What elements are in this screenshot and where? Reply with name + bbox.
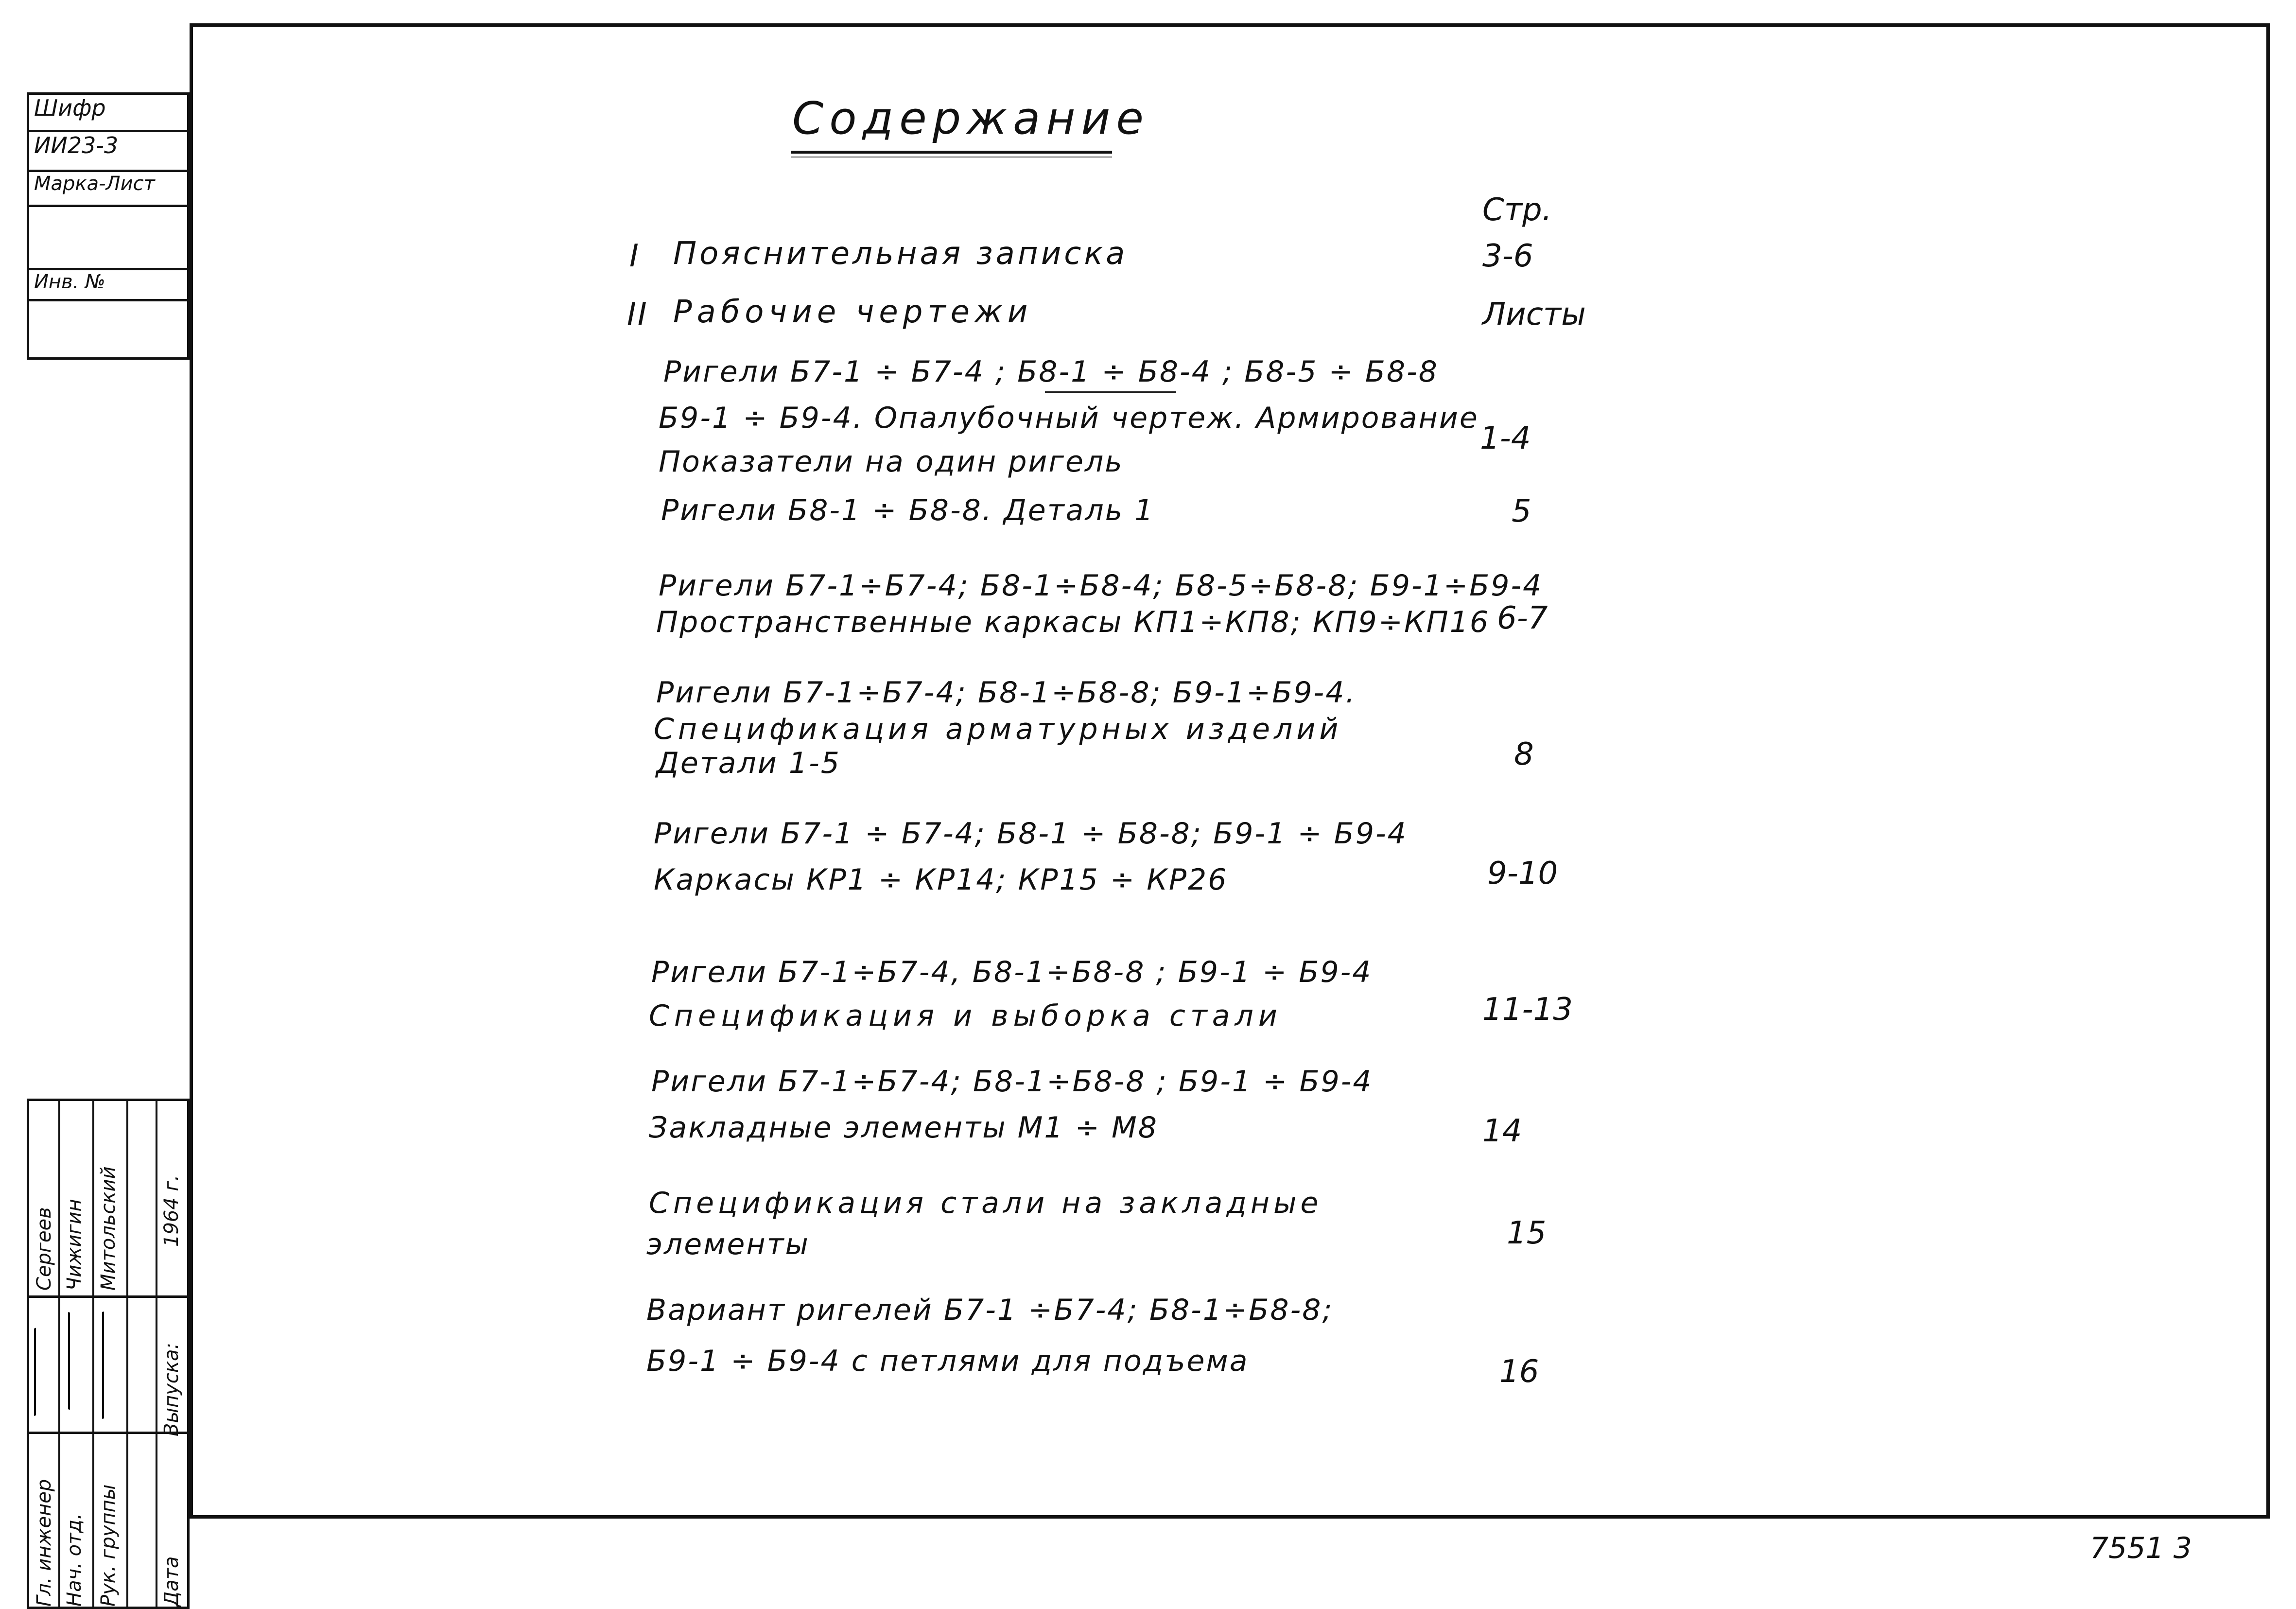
role-chief-engineer: Гл. инженер	[33, 1479, 55, 1607]
entry-line: Б9-1 ÷ Б9-4 с петлями для подъема	[646, 1344, 1249, 1378]
entry-line: Вариант ригелей Б7-1 ÷Б7-4; Б8-1÷Б8-8;	[646, 1293, 1334, 1327]
side-stamp	[27, 92, 192, 1609]
entry-sheets: 16	[1499, 1354, 1539, 1390]
entry-line: Ригели Б7-1 ÷ Б7-4; Б8-1 ÷ Б8-8; Б9-1 ÷ Б9-4	[654, 817, 1408, 851]
section-label: Рабочие чертежи	[673, 294, 1033, 330]
entry-line: Спецификация и выборка стали	[649, 999, 1282, 1033]
row-divider	[29, 1295, 187, 1298]
entry-underline	[1045, 391, 1176, 393]
col-divider	[156, 1101, 157, 1607]
title-underline	[791, 151, 1112, 154]
release-year: 1964 г.	[160, 1174, 183, 1247]
inventory-value	[27, 301, 190, 360]
entry-sheets: 11-13	[1482, 992, 1573, 1028]
role-release: Выпуска:	[160, 1343, 183, 1436]
sheet-value	[27, 207, 190, 270]
name-sergeev: Сергеев	[33, 1207, 55, 1291]
entry-line: Ригели Б7-1÷Б7-4; Б8-1÷Б8-8 ; Б9-1 ÷ Б9-4	[651, 1065, 1373, 1099]
section-numeral: I	[629, 238, 640, 274]
entry-sheets: 1-4	[1480, 420, 1531, 456]
entry-line: Ригели Б7-1÷Б7-4; Б8-1÷Б8-8; Б9-1÷Б9-4.	[656, 676, 1357, 710]
section-pages: Листы	[1482, 297, 1586, 332]
entry-sheets: 5	[1512, 493, 1531, 529]
entry-line: Ригели Б7-1÷Б7-4; Б8-1÷Б8-4; Б8-5÷Б8-8; Б9-1÷Б9-4	[659, 569, 1543, 603]
inventory-label: Инв. №	[27, 270, 190, 301]
role-dept-head: Нач. отд.	[63, 1513, 86, 1607]
section-pages: 3-6	[1482, 238, 1533, 274]
entry-line: Б9-1 ÷ Б9-4. Опалубочный чертеж. Армирование	[659, 401, 1479, 435]
entry-sheets: 8	[1514, 736, 1534, 772]
sheet-label: Марка-Лист	[27, 172, 190, 207]
document-title: Содержание	[792, 92, 1149, 144]
col-divider	[126, 1101, 128, 1607]
entry-sheets: 9-10	[1487, 856, 1558, 892]
section-numeral: II	[627, 297, 648, 332]
entry-line: Ригели Б8-1 ÷ Б8-8. Деталь 1	[661, 493, 1155, 527]
entry-line: Ригели Б7-1 ÷ Б7-4 ; Б8-1 ÷ Б8-4 ; Б8-5 ÷ Б8-8	[663, 355, 1439, 389]
entry-sheets: 15	[1507, 1215, 1547, 1251]
entry-line: Показатели на один ригель	[659, 445, 1124, 479]
signature	[34, 1321, 55, 1416]
approval-block	[27, 1099, 190, 1609]
role-group-lead: Рук. группы	[97, 1484, 120, 1607]
entry-line: Пространственные каркасы КП1÷КП8; КП9÷КП16	[656, 605, 1490, 639]
role-date: Дата	[160, 1556, 183, 1607]
entry-sheets: 14	[1482, 1113, 1522, 1149]
section-label: Пояснительная записка	[673, 236, 1128, 272]
col-divider	[92, 1101, 94, 1607]
entry-line: Закладные элементы М1 ÷ М8	[649, 1111, 1158, 1145]
signature	[68, 1312, 89, 1415]
entry-line: элементы	[646, 1227, 810, 1261]
name-mitolsky: Митольский	[97, 1166, 120, 1291]
page-column-header: Стр.	[1482, 192, 1552, 228]
entry-line: Каркасы КР1 ÷ КР14; КР15 ÷ КР26	[654, 863, 1228, 897]
entry-line: Детали 1-5	[656, 746, 841, 780]
entry-line: Ригели Б7-1÷Б7-4, Б8-1÷Б8-8 ; Б9-1 ÷ Б9-4	[651, 955, 1373, 989]
entry-sheets: 6-7	[1497, 600, 1548, 636]
entry-line: Спецификация стали на закладные	[649, 1186, 1322, 1220]
entry-line: Спецификация арматурных изделий	[654, 712, 1342, 746]
signature	[102, 1308, 123, 1419]
col-divider	[58, 1101, 60, 1607]
sheet-number: 7551 3	[2090, 1531, 2192, 1565]
cipher-label: Шифр	[27, 92, 190, 132]
cipher-value: ИИ23-3	[27, 132, 190, 172]
name-chizhigin: Чижигин	[63, 1199, 86, 1291]
